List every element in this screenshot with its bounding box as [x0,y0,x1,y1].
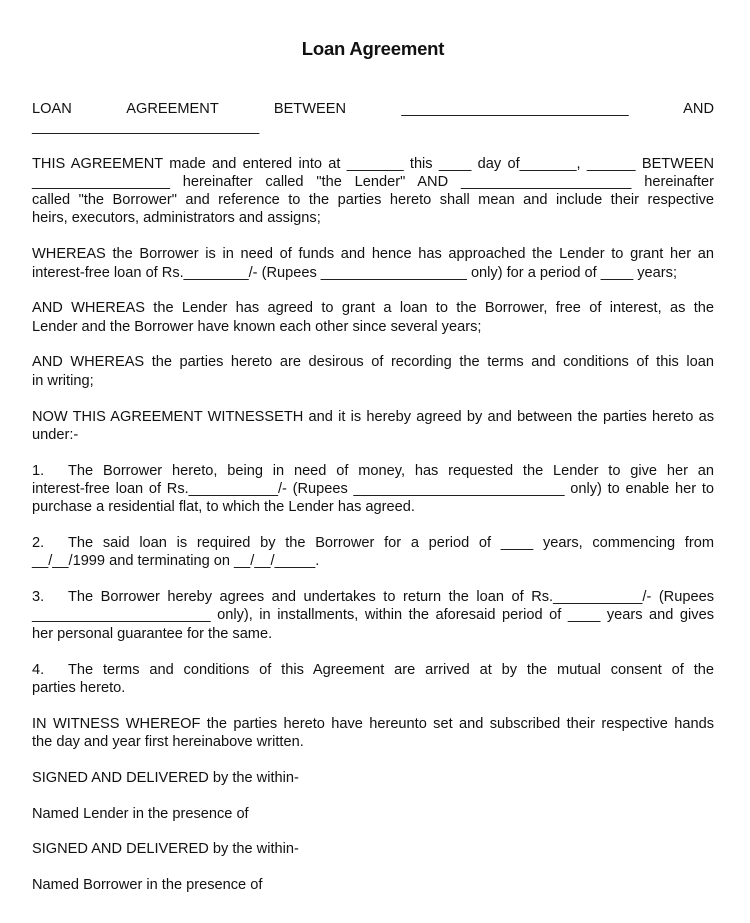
paragraph-line [32,588,714,606]
paragraph-line [32,661,714,679]
paragraph-line: SIGNED AND DELIVERED by the within- [32,841,299,858]
paragraph [32,408,714,445]
paragraph-line: heirs, executors, administrators and assigns; [32,210,321,227]
paragraph-line: in writing; [32,372,94,389]
paragraph [32,155,714,228]
paragraph-line: AND WHEREAS the Lender has agreed to grant a loan to the Borrower, free of interest, as the [32,300,714,317]
paragraph-line: purchase a residential flat, to which the Lender has agreed. [32,499,415,516]
paragraph [32,769,714,787]
paragraph-line [32,462,714,480]
paragraph-line: her personal guarantee for the same. [32,625,273,642]
paragraph [32,245,714,282]
paragraph [32,805,714,823]
clause-number: 3. [32,589,45,606]
paragraph-line: ______________________ only), in installments, within the aforesaid period of ____ years and gives [32,607,714,624]
clause-text: The Borrower hereby agrees and undertakes to return the loan of Rs.___________/- (Rupees [68,589,714,606]
paragraph-line: Named Lender in the presence of [32,805,249,822]
paragraph-line: Lender and the Borrower have known each other since several years; [32,318,482,335]
paragraph-line: _________________ hereinafter called "the Lender" AND _____________________ hereinafter [32,173,714,190]
paragraph-line: parties hereto. [32,679,126,696]
paragraph-line [32,534,714,552]
paragraph-line: NOW THIS AGREEMENT WITNESSETH and it is hereby agreed by and between the parties hereto as [32,408,714,425]
document-page [32,38,714,912]
clause-number: 4. [32,661,45,678]
paragraph-line: __/__/1999 and terminating on __/__/_____. [32,553,320,570]
paragraph-line: IN WITNESS WHEREOF the parties hereto have hereunto set and subscribed their respective hands [32,715,714,732]
paragraph-line: SIGNED AND DELIVERED by the within- [32,769,299,786]
clause-number: 2. [32,535,45,552]
paragraph [32,100,714,137]
clause-text: The said loan is required by the Borrower for a period of ____ years, commencing from [68,535,714,552]
paragraph-line: interest-free loan of Rs.________/- (Rupees __________________ only) for a period of ____ years; [32,264,677,281]
clause-number: 1. [32,462,45,479]
paragraph-line: the day and year first hereinabove written. [32,733,304,750]
paragraph-line: WHEREAS the Borrower is in need of funds and hence has approached the Lender to grant her an [32,246,714,263]
numbered-clause [32,462,714,517]
paragraph [32,353,714,390]
paragraph-line: LOAN AGREEMENT BETWEEN ____________________________ AND ____________________________ [32,101,714,136]
numbered-clause [32,661,714,698]
document-title: Loan Agreement [301,38,445,59]
paragraph-line: Named Borrower in the presence of [32,877,263,894]
paragraph-line: interest-free loan of Rs.___________/- (Rupees __________________________ only) to enable her to [32,480,714,497]
paragraph-line: THIS AGREEMENT made and entered into at _______ this ____ day of_______, ______ BETWEEN [32,155,714,172]
paragraph [32,299,714,336]
document-body [32,100,714,894]
paragraph-line: called "the Borrower" and reference to the parties hereto shall mean and include their respective [32,192,714,209]
clause-text: The terms and conditions of this Agreement are arrived at by the mutual consent of the [68,661,714,678]
paragraph-line: under:- [32,426,79,443]
numbered-clause [32,588,714,643]
paragraph-line: AND WHEREAS the parties hereto are desirous of recording the terms and conditions of this loan [32,354,714,371]
numbered-clause [32,534,714,571]
paragraph [32,876,714,894]
paragraph [32,715,714,752]
paragraph [32,840,714,858]
clause-text: The Borrower hereto, being in need of money, has requested the Lender to give her an [68,462,714,479]
